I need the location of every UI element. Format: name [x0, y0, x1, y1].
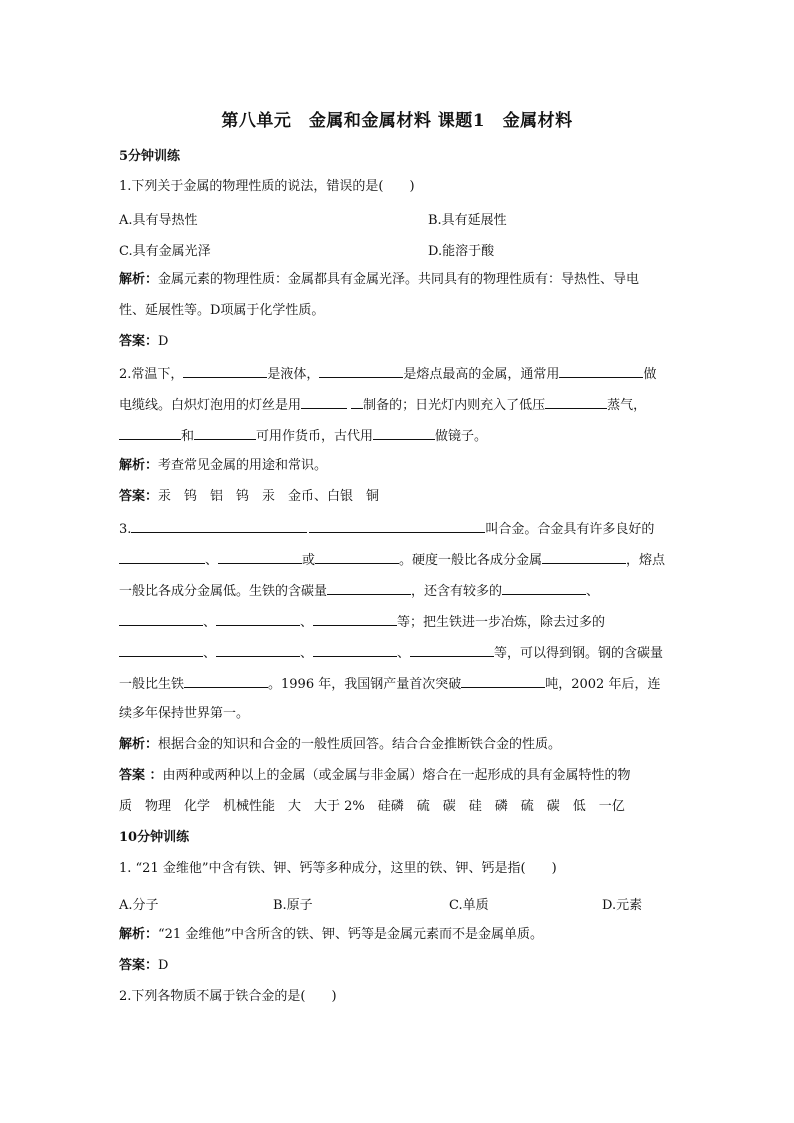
blank — [502, 581, 586, 595]
option-a: A.具有导热性 — [119, 213, 198, 228]
option-b: B.原子 — [273, 898, 313, 913]
section-heading: 5分钟训练 — [119, 149, 181, 164]
analysis-text: 金属元素的物理性质：金属都具有金属光泽。共同具有的物理性质有：导热性、导电 — [158, 272, 640, 287]
blank — [327, 581, 411, 595]
text-segment: 、 — [300, 615, 314, 630]
blank — [119, 643, 203, 657]
blank — [301, 395, 347, 409]
blank — [351, 395, 363, 409]
text-segment: 是熔点最高的金属，通常用 — [403, 367, 560, 382]
fill-blank-line — [119, 674, 679, 694]
blank — [315, 550, 399, 564]
text-segment: 可用作货币，古代用 — [256, 429, 374, 444]
text-segment: 。硬度一般比各成分金属 — [399, 553, 543, 568]
text-segment: 叫合金。合金具有许多良好的 — [485, 522, 655, 537]
text-segment: 、 — [203, 615, 217, 630]
blank — [216, 612, 300, 626]
text-segment: 、 — [205, 553, 219, 568]
text-segment: ，熔点 — [626, 553, 666, 568]
blank — [184, 674, 268, 688]
text-line: 续多年保持世界第一。 — [119, 706, 250, 721]
answer-label: 答案： — [119, 489, 159, 504]
blank — [119, 612, 203, 626]
answer — [119, 488, 679, 506]
answer-continued: 质 物理 化学 机械性能 大 大于 2% 硅磷 硫 碳 硅 磷 硫 碳 低 一亿 — [119, 799, 625, 814]
answer-text: 由两种或两种以上的金属（或金属与非金属）熔合在一起形成的具有金属特性的物 — [162, 768, 631, 783]
text-segment: 电缆线。白炽灯泡用的灯丝是用 — [119, 398, 302, 413]
answer — [119, 767, 679, 785]
question-stem: 1.下列关于金属的物理性质的说法，错误的是( ) — [119, 179, 415, 194]
blank — [309, 519, 485, 533]
analysis-text: 考查常见金属的用途和常识。 — [158, 458, 328, 473]
analysis-label: 解析： — [119, 927, 159, 942]
question-stem: 1. “21 金维他”中含有铁、钾、钙等多种成分，这里的铁、钾、钙是指( ) — [119, 861, 557, 876]
blank — [373, 426, 435, 440]
text-segment: 蒸气， — [607, 398, 647, 413]
fill-blank-line — [119, 550, 679, 570]
blank — [313, 612, 397, 626]
text-segment: 、 — [586, 584, 600, 599]
analysis — [119, 736, 679, 754]
analysis — [119, 926, 679, 944]
option-a: A.分子 — [119, 898, 159, 913]
text-segment: ，还含有较多的 — [411, 584, 503, 599]
blank — [119, 550, 205, 564]
blank — [410, 643, 494, 657]
text-segment: 、 — [203, 646, 217, 661]
blank — [461, 674, 545, 688]
text-segment: 。1996 年，我国钢产量首次突破 — [268, 677, 462, 692]
fill-blank-line — [119, 643, 679, 663]
text-segment: 做镜子。 — [435, 429, 488, 444]
blank — [559, 364, 643, 378]
text-segment: 2.常温下， — [119, 367, 184, 382]
answer-label: 答案： — [119, 958, 159, 973]
page-title: 第八单元 金属和金属材料 课题1 金属材料 — [221, 111, 573, 131]
analysis — [119, 457, 679, 475]
analysis-label: 解析： — [119, 737, 159, 752]
answer — [119, 957, 679, 975]
blank — [545, 395, 607, 409]
fill-blank-line — [119, 364, 679, 384]
text-segment: 一般比各成分金属低。生铁的含碳量 — [119, 584, 328, 599]
text-segment: 是液体， — [267, 367, 320, 382]
answer-text: D — [158, 334, 169, 349]
analysis-label: 解析： — [119, 458, 159, 473]
section-heading: 10分钟训练 — [119, 830, 190, 845]
fill-blank-line — [119, 612, 679, 632]
fill-blank-line — [119, 395, 679, 415]
blank — [542, 550, 626, 564]
blank — [119, 426, 181, 440]
blank — [131, 519, 307, 533]
analysis-label: 解析： — [119, 272, 159, 287]
blank — [194, 426, 256, 440]
blank — [218, 550, 302, 564]
answer-text: D — [158, 958, 169, 973]
fill-blank-line — [119, 426, 679, 446]
question-stem: 2.下列各物质不属于铁合金的是( ) — [119, 989, 337, 1004]
blank — [313, 643, 397, 657]
option-c: C.具有金属光泽 — [119, 244, 211, 259]
text-segment: 吨，2002 年后，连 — [545, 677, 661, 692]
blank — [319, 364, 403, 378]
text-segment: 制备的；日光灯内则充入了低压 — [363, 398, 546, 413]
text-segment: 和 — [181, 429, 195, 444]
text-segment: 做 — [643, 367, 657, 382]
analysis-text: “21 金维他”中含所含的铁、钾、钙等是金属元素而不是金属单质。 — [158, 927, 543, 942]
answer-label: 答案： — [119, 334, 159, 349]
analysis — [119, 271, 679, 289]
fill-blank-line — [119, 519, 679, 539]
text-segment: 、 — [300, 646, 314, 661]
blank — [183, 364, 267, 378]
answer-label: 答案 ： — [119, 768, 163, 783]
text-segment: 等；把生铁进一步冶炼，除去过多的 — [397, 615, 606, 630]
option-c: C.单质 — [449, 898, 489, 913]
text-segment: 3. — [119, 522, 132, 537]
option-d: D.能溶于酸 — [428, 244, 495, 259]
text-segment: 一般比生铁 — [119, 677, 185, 692]
text-segment: 等，可以得到钢。钢的含碳量 — [494, 646, 664, 661]
analysis-continued: 性、延展性等。D项属于化学性质。 — [119, 303, 325, 318]
option-d: D.元素 — [602, 898, 643, 913]
blank — [216, 643, 300, 657]
option-b: B.具有延展性 — [428, 213, 507, 228]
fill-blank-line — [119, 581, 679, 601]
analysis-text: 根据合金的知识和合金的一般性质回答。结合合金推断铁合金的性质。 — [158, 737, 562, 752]
text-segment: 、 — [397, 646, 411, 661]
text-segment: 或 — [302, 553, 316, 568]
answer-text: 汞 钨 铝 钨 汞 金币、白银 铜 — [158, 489, 380, 504]
answer — [119, 333, 679, 351]
